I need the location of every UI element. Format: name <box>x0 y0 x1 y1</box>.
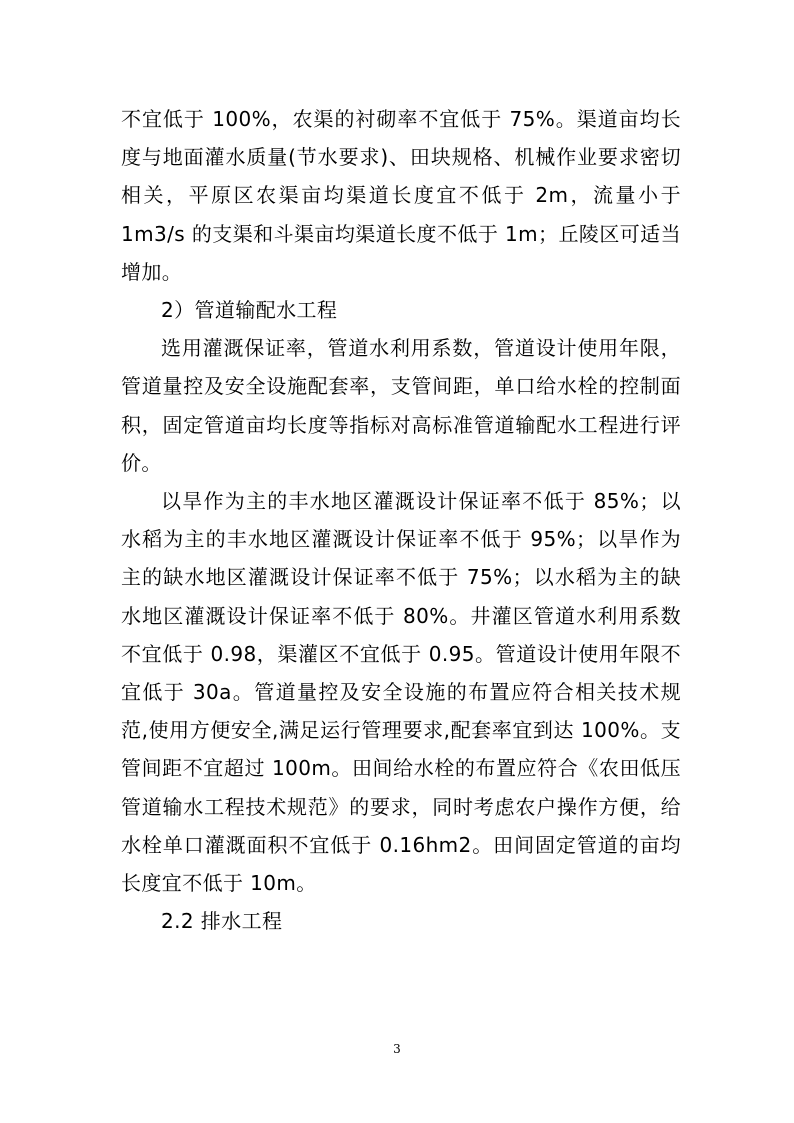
heading-pipeline-distribution: 2）管道输配水工程 <box>161 298 338 323</box>
paragraph-canal-lining: 不宜低于 100%，农渠的衬砌率不宜低于 75%。渠道亩均长度与地面灌水质量(节水要求)、田块规格、机械作业要求密切相关，平原区农渠亩均渠道长度宜不低于 2m，流量小于 1m3/s 的支渠和斗渠亩均渠道长度不低于 1m；丘陵区可适当增加。 <box>121 107 681 284</box>
page-number: 3 <box>393 1042 401 1056</box>
paragraph-irrigation-guarantee-rates: 以旱作为主的丰水地区灌溉设计保证率不低于 85%；以水稻为主的丰水地区灌溉设计保证率不低于 95%；以旱作为主的缺水地区灌溉设计保证率不低于 75%；以水稻为主的缺水地区灌溉设计保证率不低于 80%。井灌区管道水利用系数不宜低于 0.98，渠灌区不宜低于 0.95。管道设计使用年限不宜低于 30a。管道量控及安全设施的布置应符合相关技术规范,使用方便安全,满足运行管理要求,配套率宜到达 100%。支管间距不宜超过 100m。田间给水栓的布置应符合《农田低压管道输水工程技术规范》的要求，同时考虑农户操作方便，给水栓单口灌溉面积不宜低于 0.16hm2。田间固定管道的亩均长度宜不低于 10m。 <box>121 489 681 896</box>
paragraph-pipeline-indicators: 选用灌溉保证率，管道水利用系数，管道设计使用年限，管道量控及安全设施配套率，支管间距，单口给水栓的控制面积，固定管道亩均长度等指标对高标准管道输配水工程进行评价。 <box>121 336 681 475</box>
heading-drainage-engineering: 2.2 排水工程 <box>161 909 283 934</box>
document-body <box>121 100 681 940</box>
